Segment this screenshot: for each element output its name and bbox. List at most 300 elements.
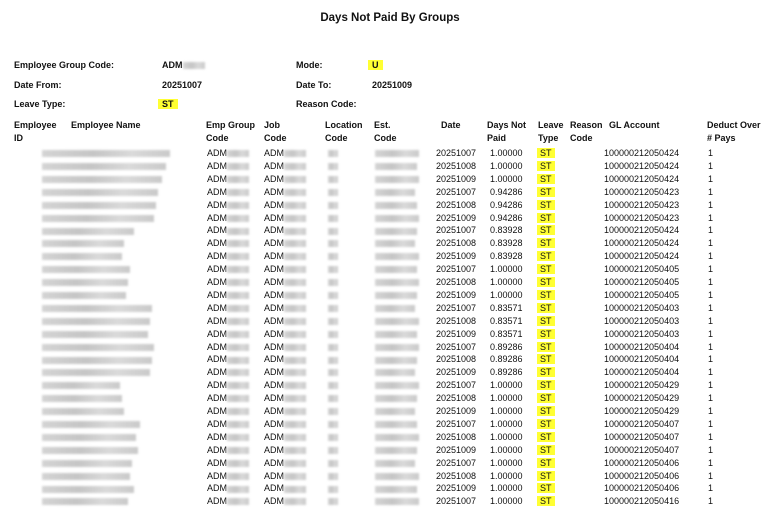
cell-job-code (264, 495, 306, 508)
redacted-text (375, 279, 419, 286)
col-location-code (325, 119, 363, 145)
redacted-text (42, 215, 154, 222)
cell-job-text: ADM (264, 225, 284, 236)
cell-emp-group-code (207, 147, 249, 160)
cell-location-code (328, 237, 338, 250)
redacted-text (328, 240, 338, 247)
cell-est-code (375, 353, 417, 366)
cell-emp-group-text: ADM (207, 277, 227, 287)
cell-leave-type (537, 160, 555, 173)
redacted-text (328, 318, 338, 325)
cell-emp-group-code (207, 186, 249, 199)
redacted-text (328, 382, 338, 389)
date-to-value: 20251009 (372, 80, 413, 90)
cell-employee-name (42, 186, 158, 199)
cell-location-code (328, 173, 338, 186)
redacted-text (328, 292, 338, 299)
cell-emp-group-text: ADM (207, 302, 227, 313)
redacted-text (375, 228, 417, 235)
table-row (0, 366, 780, 379)
cell-est-code (375, 147, 419, 160)
redacted-text (284, 447, 306, 454)
table-row (0, 379, 780, 392)
cell-emp-group-code (207, 405, 249, 418)
col-deduct-line2: # Pays (707, 133, 736, 143)
redacted-text (42, 395, 122, 402)
cell-deduct-over-pays: 1 (708, 367, 714, 378)
cell-employee-name (42, 366, 150, 379)
redacted-text (328, 266, 338, 273)
cell-gl-account: 100000212050424 (604, 225, 680, 236)
cell-job-code (264, 237, 306, 250)
leave-type-highlight: ST (537, 496, 555, 506)
table-row (0, 444, 780, 457)
redacted-text (42, 460, 132, 467)
cell-gl-account: 100000212050406 (604, 483, 680, 494)
redacted-text (328, 369, 338, 376)
cell-emp-group-code (207, 276, 249, 289)
date-to-label: Date To: (296, 80, 332, 90)
cell-job-text: ADM (264, 264, 284, 275)
cell-leave-type (537, 212, 555, 225)
cell-date: 20251008 (436, 238, 477, 249)
cell-job-code (264, 482, 306, 495)
cell-emp-group-code (207, 160, 249, 173)
redacted-text (227, 266, 249, 273)
cell-est-code (375, 405, 415, 418)
redacted-text (42, 189, 158, 196)
cell-days-not-paid: 0.83928 (490, 225, 523, 236)
redacted-text (375, 369, 415, 376)
redacted-text (328, 460, 338, 467)
cell-job-text: ADM (264, 328, 284, 339)
redacted-text (42, 292, 126, 299)
redacted-text (375, 305, 415, 312)
cell-emp-group-text: ADM (207, 367, 227, 378)
cell-emp-group-text: ADM (207, 457, 227, 468)
redacted-text (227, 215, 249, 222)
redacted-text (227, 498, 249, 505)
redacted-text (375, 331, 417, 338)
redacted-text (328, 344, 338, 351)
col-job-line1: Job (264, 120, 281, 130)
cell-emp-group-code (207, 263, 249, 276)
redacted-text (227, 150, 249, 157)
redacted-text (375, 240, 415, 247)
redacted-text (375, 421, 417, 428)
cell-job-code (264, 186, 306, 199)
cell-job-text: ADM (264, 418, 284, 429)
cell-leave-type (537, 418, 555, 431)
cell-gl-account: 100000212050404 (604, 341, 680, 352)
cell-leave-type (537, 392, 555, 405)
redacted-text (284, 176, 306, 183)
redacted-text (284, 202, 306, 209)
cell-emp-group-text: ADM (207, 418, 227, 429)
cell-days-not-paid: 0.83928 (490, 238, 523, 249)
redacted-text (227, 292, 249, 299)
cell-job-code (264, 418, 306, 431)
leave-type-highlight: ST (537, 264, 555, 274)
redacted-text (375, 460, 415, 467)
cell-date: 20251007 (436, 457, 477, 468)
redacted-text (284, 215, 306, 222)
cell-emp-group-text: ADM (207, 431, 227, 442)
cell-est-code (375, 431, 419, 444)
cell-emp-group-code (207, 379, 249, 392)
cell-emp-group-text: ADM (207, 496, 227, 507)
cell-gl-account: 100000212050404 (604, 367, 680, 378)
redacted-text (42, 176, 162, 183)
cell-job-text: ADM (264, 367, 284, 378)
cell-job-code (264, 444, 306, 457)
cell-est-code (375, 379, 419, 392)
redacted-text (42, 486, 134, 493)
cell-days-not-paid: 1.00000 (490, 393, 523, 404)
cell-est-code (375, 341, 419, 354)
cell-date: 20251007 (436, 341, 477, 352)
cell-gl-account: 100000212050424 (604, 173, 680, 184)
col-days-not-paid (487, 119, 526, 145)
cell-gl-account: 100000212050416 (604, 496, 680, 507)
cell-job-text: ADM (264, 160, 284, 171)
employee-group-code-label: Employee Group Code: (14, 60, 115, 70)
cell-employee-name (42, 263, 130, 276)
cell-job-text: ADM (264, 251, 284, 262)
cell-date: 20251007 (436, 225, 477, 236)
cell-deduct-over-pays: 1 (708, 264, 714, 275)
cell-employee-name (42, 405, 124, 418)
redacted-text (375, 266, 417, 273)
redacted-text (42, 473, 130, 480)
cell-days-not-paid: 1.00000 (490, 496, 523, 507)
report-title: Days Not Paid By Groups (320, 12, 460, 24)
cell-est-code (375, 392, 417, 405)
table-row (0, 173, 780, 186)
cell-leave-type (537, 470, 555, 483)
cell-job-text: ADM (264, 470, 284, 481)
cell-job-code (264, 302, 306, 315)
cell-employee-name (42, 328, 148, 341)
cell-date: 20251008 (436, 315, 477, 326)
cell-date: 20251009 (436, 289, 477, 300)
redacted-text (284, 240, 306, 247)
leave-type-highlight: ST (537, 277, 555, 287)
leave-type-highlight: ST (537, 316, 555, 326)
cell-emp-group-text: ADM (207, 251, 227, 262)
col-employee-id-line2: ID (14, 133, 23, 143)
cell-gl-account: 100000212050423 (604, 186, 680, 197)
leave-type-highlight: ST (537, 380, 555, 390)
cell-gl-account: 100000212050407 (604, 444, 680, 455)
cell-days-not-paid: 1.00000 (490, 483, 523, 494)
cell-date: 20251007 (436, 496, 477, 507)
redacted-text (227, 189, 249, 196)
redacted-text (42, 253, 122, 260)
redacted-text (328, 395, 338, 402)
cell-employee-name (42, 444, 138, 457)
redacted-text (328, 473, 338, 480)
redacted-text (183, 62, 205, 69)
cell-emp-group-code (207, 328, 249, 341)
cell-est-code (375, 444, 417, 457)
redacted-text (227, 279, 249, 286)
cell-location-code (328, 379, 338, 392)
cell-location-code (328, 199, 338, 212)
cell-deduct-over-pays: 1 (708, 393, 714, 404)
cell-emp-group-code (207, 353, 249, 366)
cell-days-not-paid: 1.00000 (490, 173, 523, 184)
redacted-text (227, 447, 249, 454)
redacted-text (227, 382, 249, 389)
cell-date: 20251008 (436, 431, 477, 442)
cell-gl-account: 100000212050407 (604, 418, 680, 429)
cell-date: 20251007 (436, 418, 477, 429)
col-emp-group-line2: Code (206, 133, 229, 143)
cell-employee-name (42, 199, 156, 212)
cell-leave-type (537, 482, 555, 495)
cell-employee-name (42, 250, 122, 263)
date-from-value: 20251007 (162, 80, 203, 90)
cell-emp-group-text: ADM (207, 315, 227, 326)
cell-days-not-paid: 0.89286 (490, 341, 523, 352)
col-emp-group-line1: Emp Group (206, 120, 255, 130)
redacted-text (284, 369, 306, 376)
redacted-text (227, 421, 249, 428)
table-row (0, 392, 780, 405)
cell-location-code (328, 470, 338, 483)
cell-emp-group-code (207, 431, 249, 444)
cell-leave-type (537, 315, 555, 328)
cell-deduct-over-pays: 1 (708, 212, 714, 223)
cell-emp-group-code (207, 173, 249, 186)
cell-job-text: ADM (264, 199, 284, 210)
redacted-text (284, 498, 306, 505)
leave-type-label: Leave Type: (14, 99, 66, 109)
cell-emp-group-code (207, 470, 249, 483)
cell-date: 20251007 (436, 380, 477, 391)
leave-type-highlight: ST (537, 290, 555, 300)
table-row (0, 199, 780, 212)
cell-job-code (264, 328, 306, 341)
col-reason-line2: Code (570, 133, 593, 143)
cell-employee-name (42, 237, 124, 250)
redacted-text (42, 202, 156, 209)
leave-type-highlight: ST (537, 174, 555, 184)
cell-deduct-over-pays: 1 (708, 186, 714, 197)
cell-emp-group-text: ADM (207, 341, 227, 352)
col-employee-name (71, 119, 141, 132)
cell-employee-name (42, 379, 120, 392)
cell-job-code (264, 276, 306, 289)
table-row (0, 289, 780, 302)
cell-job-code (264, 341, 306, 354)
cell-est-code (375, 366, 415, 379)
cell-deduct-over-pays: 1 (708, 251, 714, 262)
cell-location-code (328, 418, 338, 431)
redacted-text (284, 318, 306, 325)
cell-job-code (264, 173, 306, 186)
cell-leave-type (537, 237, 555, 250)
cell-est-code (375, 482, 417, 495)
redacted-text (375, 189, 415, 196)
cell-gl-account: 100000212050406 (604, 457, 680, 468)
cell-est-code (375, 224, 417, 237)
cell-date: 20251008 (436, 199, 477, 210)
cell-job-text: ADM (264, 341, 284, 352)
redacted-text (42, 266, 130, 273)
cell-deduct-over-pays: 1 (708, 483, 714, 494)
cell-date: 20251009 (436, 367, 477, 378)
redacted-text (227, 318, 249, 325)
cell-emp-group-text: ADM (207, 328, 227, 339)
cell-est-code (375, 186, 415, 199)
cell-emp-group-text: ADM (207, 225, 227, 236)
cell-deduct-over-pays: 1 (708, 199, 714, 210)
cell-employee-name (42, 392, 122, 405)
cell-location-code (328, 341, 338, 354)
cell-leave-type (537, 444, 555, 457)
cell-location-code (328, 160, 338, 173)
cell-deduct-over-pays: 1 (708, 457, 714, 468)
redacted-text (328, 421, 338, 428)
cell-leave-type (537, 302, 555, 315)
col-est-code (374, 119, 397, 145)
cell-job-text: ADM (264, 277, 284, 287)
reason-code-label: Reason Code: (296, 99, 357, 109)
redacted-text (284, 189, 306, 196)
cell-gl-account: 100000212050405 (604, 277, 680, 287)
cell-days-not-paid: 1.00000 (490, 431, 523, 442)
redacted-text (328, 357, 338, 364)
col-date (441, 119, 461, 132)
cell-location-code (328, 457, 338, 470)
redacted-text (227, 408, 249, 415)
cell-emp-group-text: ADM (207, 444, 227, 455)
redacted-text (328, 176, 338, 183)
col-reason-line1: Reason (570, 120, 603, 130)
redacted-text (375, 486, 417, 493)
cell-gl-account: 100000212050405 (604, 264, 680, 275)
cell-job-code (264, 147, 306, 160)
cell-emp-group-text: ADM (207, 148, 227, 158)
cell-location-code (328, 495, 338, 508)
redacted-text (375, 434, 419, 441)
cell-days-not-paid: 0.83571 (490, 315, 523, 326)
col-employee-name-line1: Employee Name (71, 120, 141, 130)
redacted-text (328, 331, 338, 338)
table-row (0, 224, 780, 237)
redacted-text (284, 150, 306, 157)
cell-gl-account: 100000212050403 (604, 328, 680, 339)
cell-days-not-paid: 1.00000 (490, 418, 523, 429)
redacted-text (284, 473, 306, 480)
redacted-text (227, 344, 249, 351)
leave-type-highlight: ST (537, 419, 555, 429)
cell-deduct-over-pays: 1 (708, 289, 714, 300)
employee-group-code-text: ADM (162, 60, 183, 70)
redacted-text (42, 434, 136, 441)
leave-type-highlight: ST (537, 161, 555, 171)
mode-value (368, 60, 383, 70)
col-days-line1: Days Not (487, 120, 527, 130)
cell-job-code (264, 224, 306, 237)
redacted-text (284, 395, 306, 402)
table-row (0, 186, 780, 199)
col-gl-line1: GL Account (609, 120, 660, 130)
cell-location-code (328, 405, 338, 418)
col-job-line2: Code (264, 133, 287, 143)
cell-days-not-paid: 0.94286 (490, 186, 523, 197)
redacted-text (328, 202, 338, 209)
cell-deduct-over-pays: 1 (708, 315, 714, 326)
redacted-text (284, 331, 306, 338)
redacted-text (328, 150, 338, 157)
col-leave-type (538, 119, 564, 145)
redacted-text (375, 344, 419, 351)
table-row (0, 457, 780, 470)
cell-job-code (264, 431, 306, 444)
cell-date: 20251007 (436, 186, 477, 197)
cell-deduct-over-pays: 1 (708, 431, 714, 442)
cell-days-not-paid: 1.00000 (490, 289, 523, 300)
leave-type-highlight: ST (537, 200, 555, 210)
cell-job-code (264, 263, 306, 276)
cell-deduct-over-pays: 1 (708, 328, 714, 339)
cell-leave-type (537, 341, 555, 354)
cell-job-text: ADM (264, 354, 284, 365)
redacted-text (328, 189, 338, 196)
cell-est-code (375, 289, 417, 302)
redacted-text (375, 382, 419, 389)
table-row (0, 263, 780, 276)
cell-gl-account: 100000212050424 (604, 148, 680, 158)
cell-job-code (264, 470, 306, 483)
cell-emp-group-code (207, 457, 249, 470)
cell-gl-account: 100000212050403 (604, 302, 680, 313)
cell-gl-account: 100000212050423 (604, 199, 680, 210)
redacted-text (375, 163, 417, 170)
cell-date: 20251007 (436, 148, 477, 158)
cell-emp-group-text: ADM (207, 264, 227, 275)
redacted-text (284, 460, 306, 467)
cell-days-not-paid: 1.00000 (490, 160, 523, 171)
col-employee-id-line1: Employee (14, 120, 57, 130)
redacted-text (42, 421, 140, 428)
table-row (0, 250, 780, 263)
cell-location-code (328, 212, 338, 225)
cell-emp-group-code (207, 315, 249, 328)
cell-deduct-over-pays: 1 (708, 173, 714, 184)
redacted-text (284, 382, 306, 389)
cell-date: 20251009 (436, 251, 477, 262)
cell-leave-type (537, 328, 555, 341)
cell-emp-group-text: ADM (207, 212, 227, 223)
redacted-text (227, 331, 249, 338)
cell-job-code (264, 379, 306, 392)
redacted-text (42, 279, 128, 286)
leave-type-highlight: ST (537, 367, 555, 377)
cell-gl-account: 100000212050403 (604, 315, 680, 326)
redacted-text (42, 318, 150, 325)
cell-days-not-paid: 1.00000 (490, 406, 523, 416)
cell-location-code (328, 186, 338, 199)
leave-type-highlight: ST (537, 251, 555, 261)
redacted-text (328, 408, 338, 415)
table-row (0, 341, 780, 354)
cell-days-not-paid: 0.83571 (490, 328, 523, 339)
leave-type-highlight: ST (537, 354, 555, 364)
